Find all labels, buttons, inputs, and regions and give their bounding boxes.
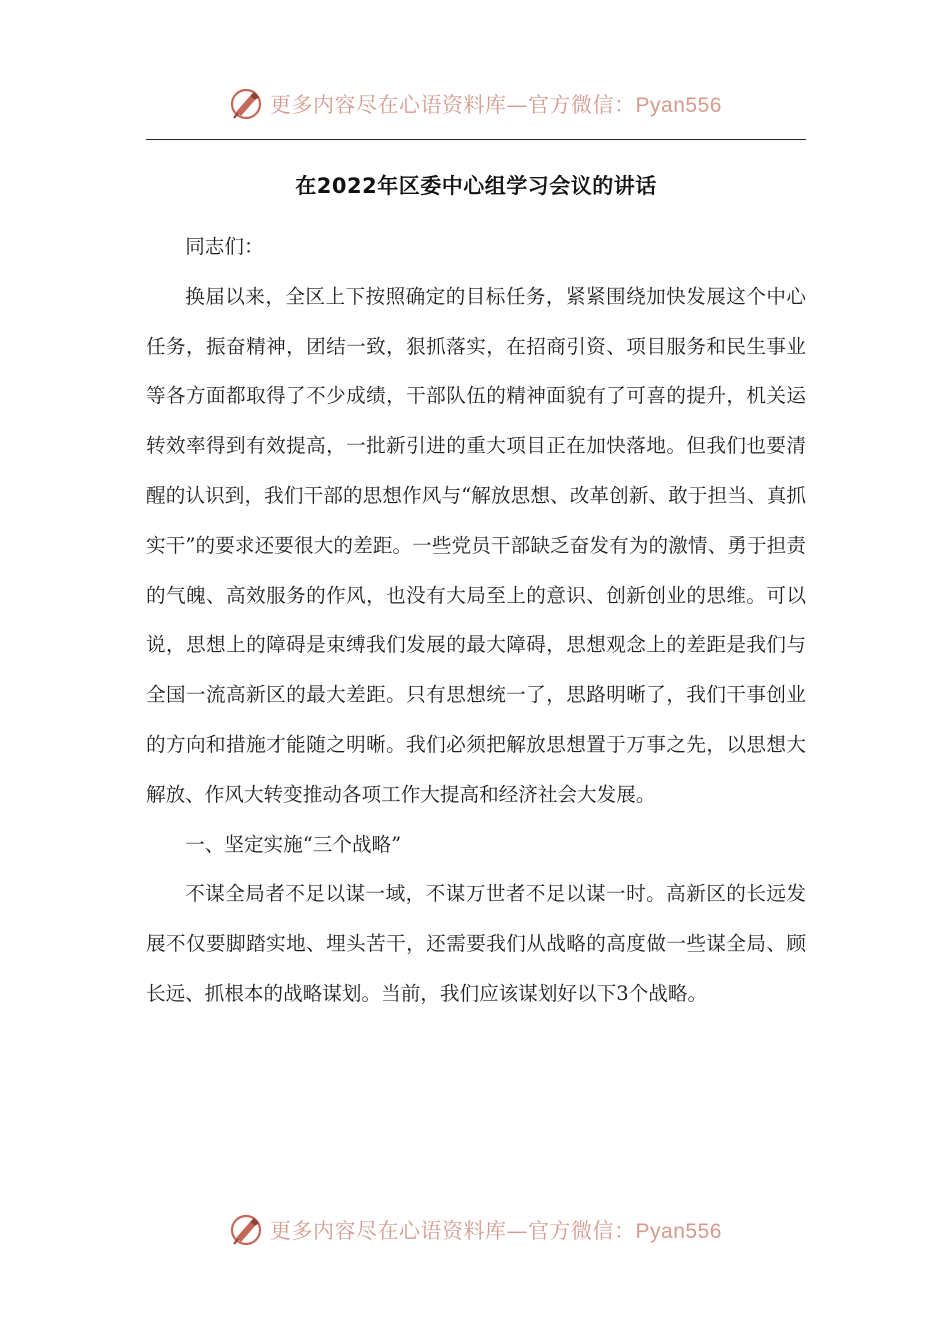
fountain-pen-logo-icon — [228, 1212, 264, 1248]
section-heading: 一、坚定实施“三个战略” — [185, 832, 402, 856]
header-watermark-banner — [0, 84, 950, 124]
document-body — [146, 222, 806, 1019]
watermark-text: 更多内容尽在心语资料库—官方微信：Pyan556 — [270, 93, 722, 117]
watermark-text: 更多内容尽在心语资料库—官方微信：Pyan556 — [270, 1219, 722, 1243]
paragraph-intro: 换届以来，全区上下按照确定的目标任务，紧紧围绕加快发展这个中心任务，振奋精神，团结一致，狠抓落实，在招商引资、项目服务和民生事业等各方面都取得了不少成绩，干部队伍的精神面貌有了可喜的提升，机关运转效率得到有效提高，一批新引进的重大项目正在加快落地。但我们也要清醒的认识到，我们干部的思想作风与“解放思想、改革创新、敢于担当、真抓实干”的要求还要很大的差距。一些党员干部缺乏奋发有为的激情、勇于担责的气魄、高效服务的作风，也没有大局至上的意识、创新创业的思维。可以说，思想上的障碍是束缚我们发展的最大障碍，思想观念上的差距是我们与全国一流高新区的最大差距。只有思想统一了，思路明晰了，我们干事创业的方向和措施才能随之明晰。我们必须把解放思想置于万事之先，以思想大解放、作风大转变推动各项工作大提高和经济社会大发展。 — [146, 284, 806, 806]
fountain-pen-logo-icon — [228, 86, 264, 122]
salutation: 同志们： — [185, 235, 264, 258]
watermark-handle: Pyan556 — [635, 1220, 722, 1243]
footer-watermark-banner — [0, 1210, 950, 1250]
document-title: 在2022年区委中心组学习会议的讲话 — [295, 174, 657, 198]
watermark-handle: Pyan556 — [635, 94, 722, 117]
header-divider — [146, 139, 806, 140]
paragraph-strategy: 不谋全局者不足以谋一域，不谋万世者不足以谋一时。高新区的长远发展不仅要脚踏实地、埋头苦干，还需要我们从战略的高度做一些谋全局、顾长远、抓根本的战略谋划。当前，我们应该谋划好以下3个战略。 — [146, 882, 806, 1005]
